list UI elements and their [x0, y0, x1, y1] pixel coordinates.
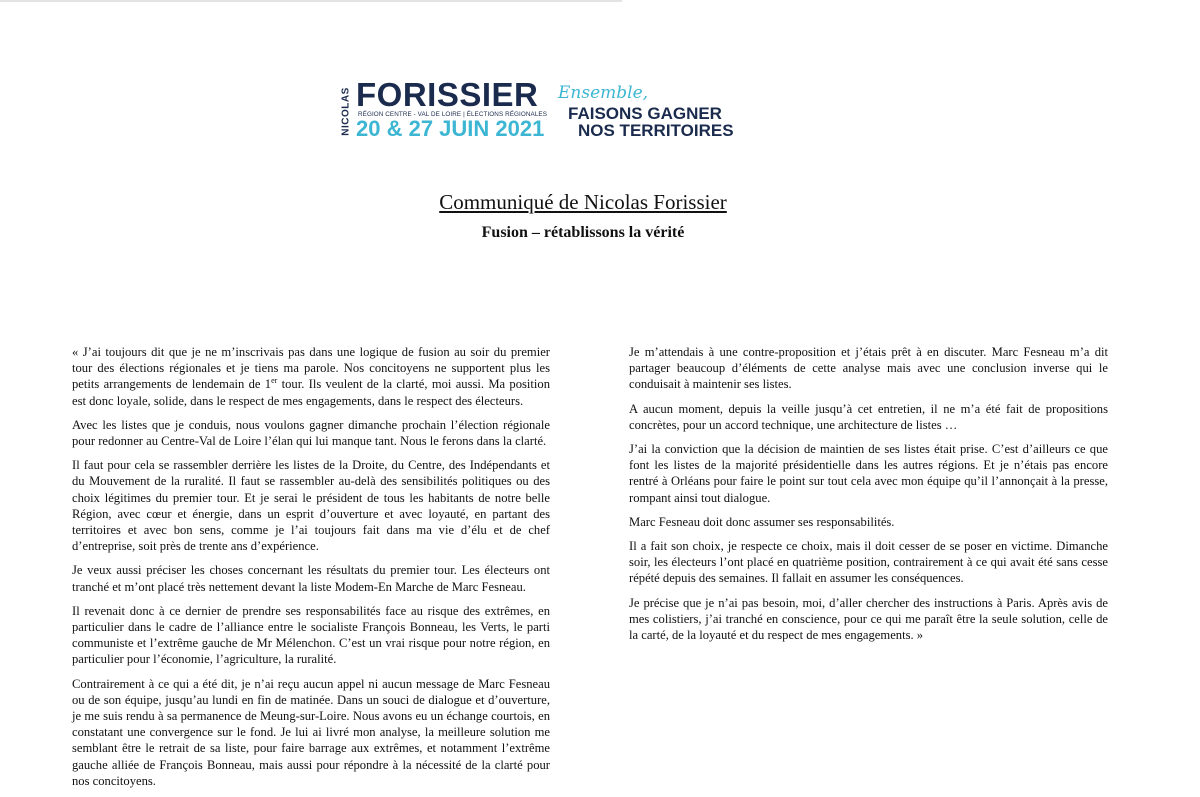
paragraph: Je m’attendais à une contre-proposition et j’étais prêt à en discuter. Marc Fesneau m’a dit partager beaucoup d’éléments de cette analyse mais avec une conclusion inverse qui le conduisait à maintenir ses listes. [629, 345, 1108, 392]
paragraph: Marc Fesneau doit donc assumer ses responsabilités. [629, 514, 895, 529]
logo-election-dates: 20 & 27 JUIN 2021 [356, 116, 545, 141]
paragraph [72, 344, 550, 409]
logo-subline: RÉGION CENTRE - VAL DE LOIRE | ÉLECTIONS RÉGIONALES [358, 111, 548, 118]
paragraph: A aucun moment, depuis la veille jusqu’à cet entretien, il ne m’a été fait de propositions concrètes, pour un accord technique, une architecture de listes … [629, 401, 1108, 432]
logo-tagline: Ensemble, [558, 83, 649, 103]
logo-slogan-line1: FAISONS GAGNER [568, 104, 722, 123]
paragraph: J’ai la conviction que la décision de maintien de ses listes était prise. C’est d’ailleurs ce que font les listes de la majorité présidentielle dans les autres régions. Et je n’étais pas encore rentré à Orléans pour faire le point sur tout cela avec mon équipe qu’il l’annonçait à la presse, rompant ainsi tout dialogue. [629, 442, 1108, 505]
left-column [72, 344, 550, 797]
paragraph: Contrairement à ce qui a été dit, je n’ai reçu aucun appel ni aucun message de Marc Fesneau ou de son équipe, jusqu’au lundi en fin de matinée. Dans un souci de dialogue et d’ouverture, je me suis rendu à sa permanence de Meung-sur-Loire. Nous avons eu un échange courtois, en constatant une convergence sur le fond. Je lui ai livré mon analyse, la meilleure solution me semblant être le retrait de sa liste, pour faire barrage aux extrêmes, et notamment l’extrême gauche alliée de François Bonneau, mais aussi pour répondre à la nécessité de la clarté pour nos concitoyens. [72, 676, 550, 788]
document-subtitle: Fusion – rétablissons la vérité [481, 224, 685, 241]
paragraph: Je veux aussi préciser les choses concernant les résultats du premier tour. Les électeurs ont tranché et m’ont placé très nettement devant la liste Modem-En Marche de Marc Fesneau. [72, 563, 550, 594]
paragraph: Je précise que je n’ai pas besoin, moi, d’aller chercher des instructions à Paris. Après avis de mes colistiers, j’ai tranché en conscience, pour ce qui me paraît être la seule solution, celle de la carté, de la loyauté et du respect de mes engagements. » [629, 595, 1108, 643]
paragraph: Il faut pour cela se rassembler derrière les listes de la Droite, du Centre, des Indépendants et du Mouvement de la ruralité. Il faut se rassembler au-delà des sensibilités politiques ou des choix légitimes du premier tour. Et je serai le président de tous les habitants de notre belle Région, avec cœur et énergie, dans un esprit d’ouverture et avec loyauté, en partant des territoires et avec bon sens, comme je l’ai toujours fait dans ma vie d’élu et de chef d’entreprise, soit près de trente ans d’expérience. [72, 458, 550, 554]
paragraph-text: « J’ai toujours dit que je ne m’inscrivais pas dans une logique de fusion au soir du premier tour des élections régionales et je tiens ma parole. Nos concitoyens ne supportent plus les petits arrangements de lendemain de 1 [72, 345, 550, 392]
right-column [629, 344, 1108, 651]
campaign-logo [338, 76, 738, 146]
ordinal-superscript: er [271, 376, 278, 386]
logo-last-name: FORISSIER [356, 76, 539, 113]
logo-first-name: NICOLAS [340, 87, 352, 136]
paragraph: Avec les listes que je conduis, nous voulons gagner dimanche prochain l’élection régionale pour redonner au Centre-Val de Loire l’élan qui lui manque tant. Nous le ferons dans la clarté. [72, 417, 550, 449]
paragraph: Il a fait son choix, je respecte ce choix, mais il doit cesser de se poser en victime. Dimanche soir, les électeurs l’ont placé en quatrième position, contrairement à ce qui avait été sans cesse répété depuis des semaines. Il fallait en assumer les conséquences. [629, 539, 1108, 586]
paragraph-text: tour. Ils veulent de la clarté, moi aussi. Ma position est donc loyale, solide, dans le respect de mes engagements, dans le respect des électeurs. [72, 377, 550, 408]
logo-slogan [568, 105, 734, 139]
paragraph: Il revenait donc à ce dernier de prendre ses responsabilités face au risque des extrêmes, en particulier dans le cadre de l’alliance entre le socialiste François Bonneau, les Verts, le parti communiste et l’extrême gauche de Mr Mélenchon. C’est un vrai risque pour notre région, en particulier pour l’économie, l’agriculture, la ruralité. [72, 603, 550, 667]
document-title: Communiqué de Nicolas Forissier [439, 190, 727, 214]
top-divider [0, 0, 622, 2]
logo-slogan-line2: NOS TERRITOIRES [578, 121, 734, 140]
